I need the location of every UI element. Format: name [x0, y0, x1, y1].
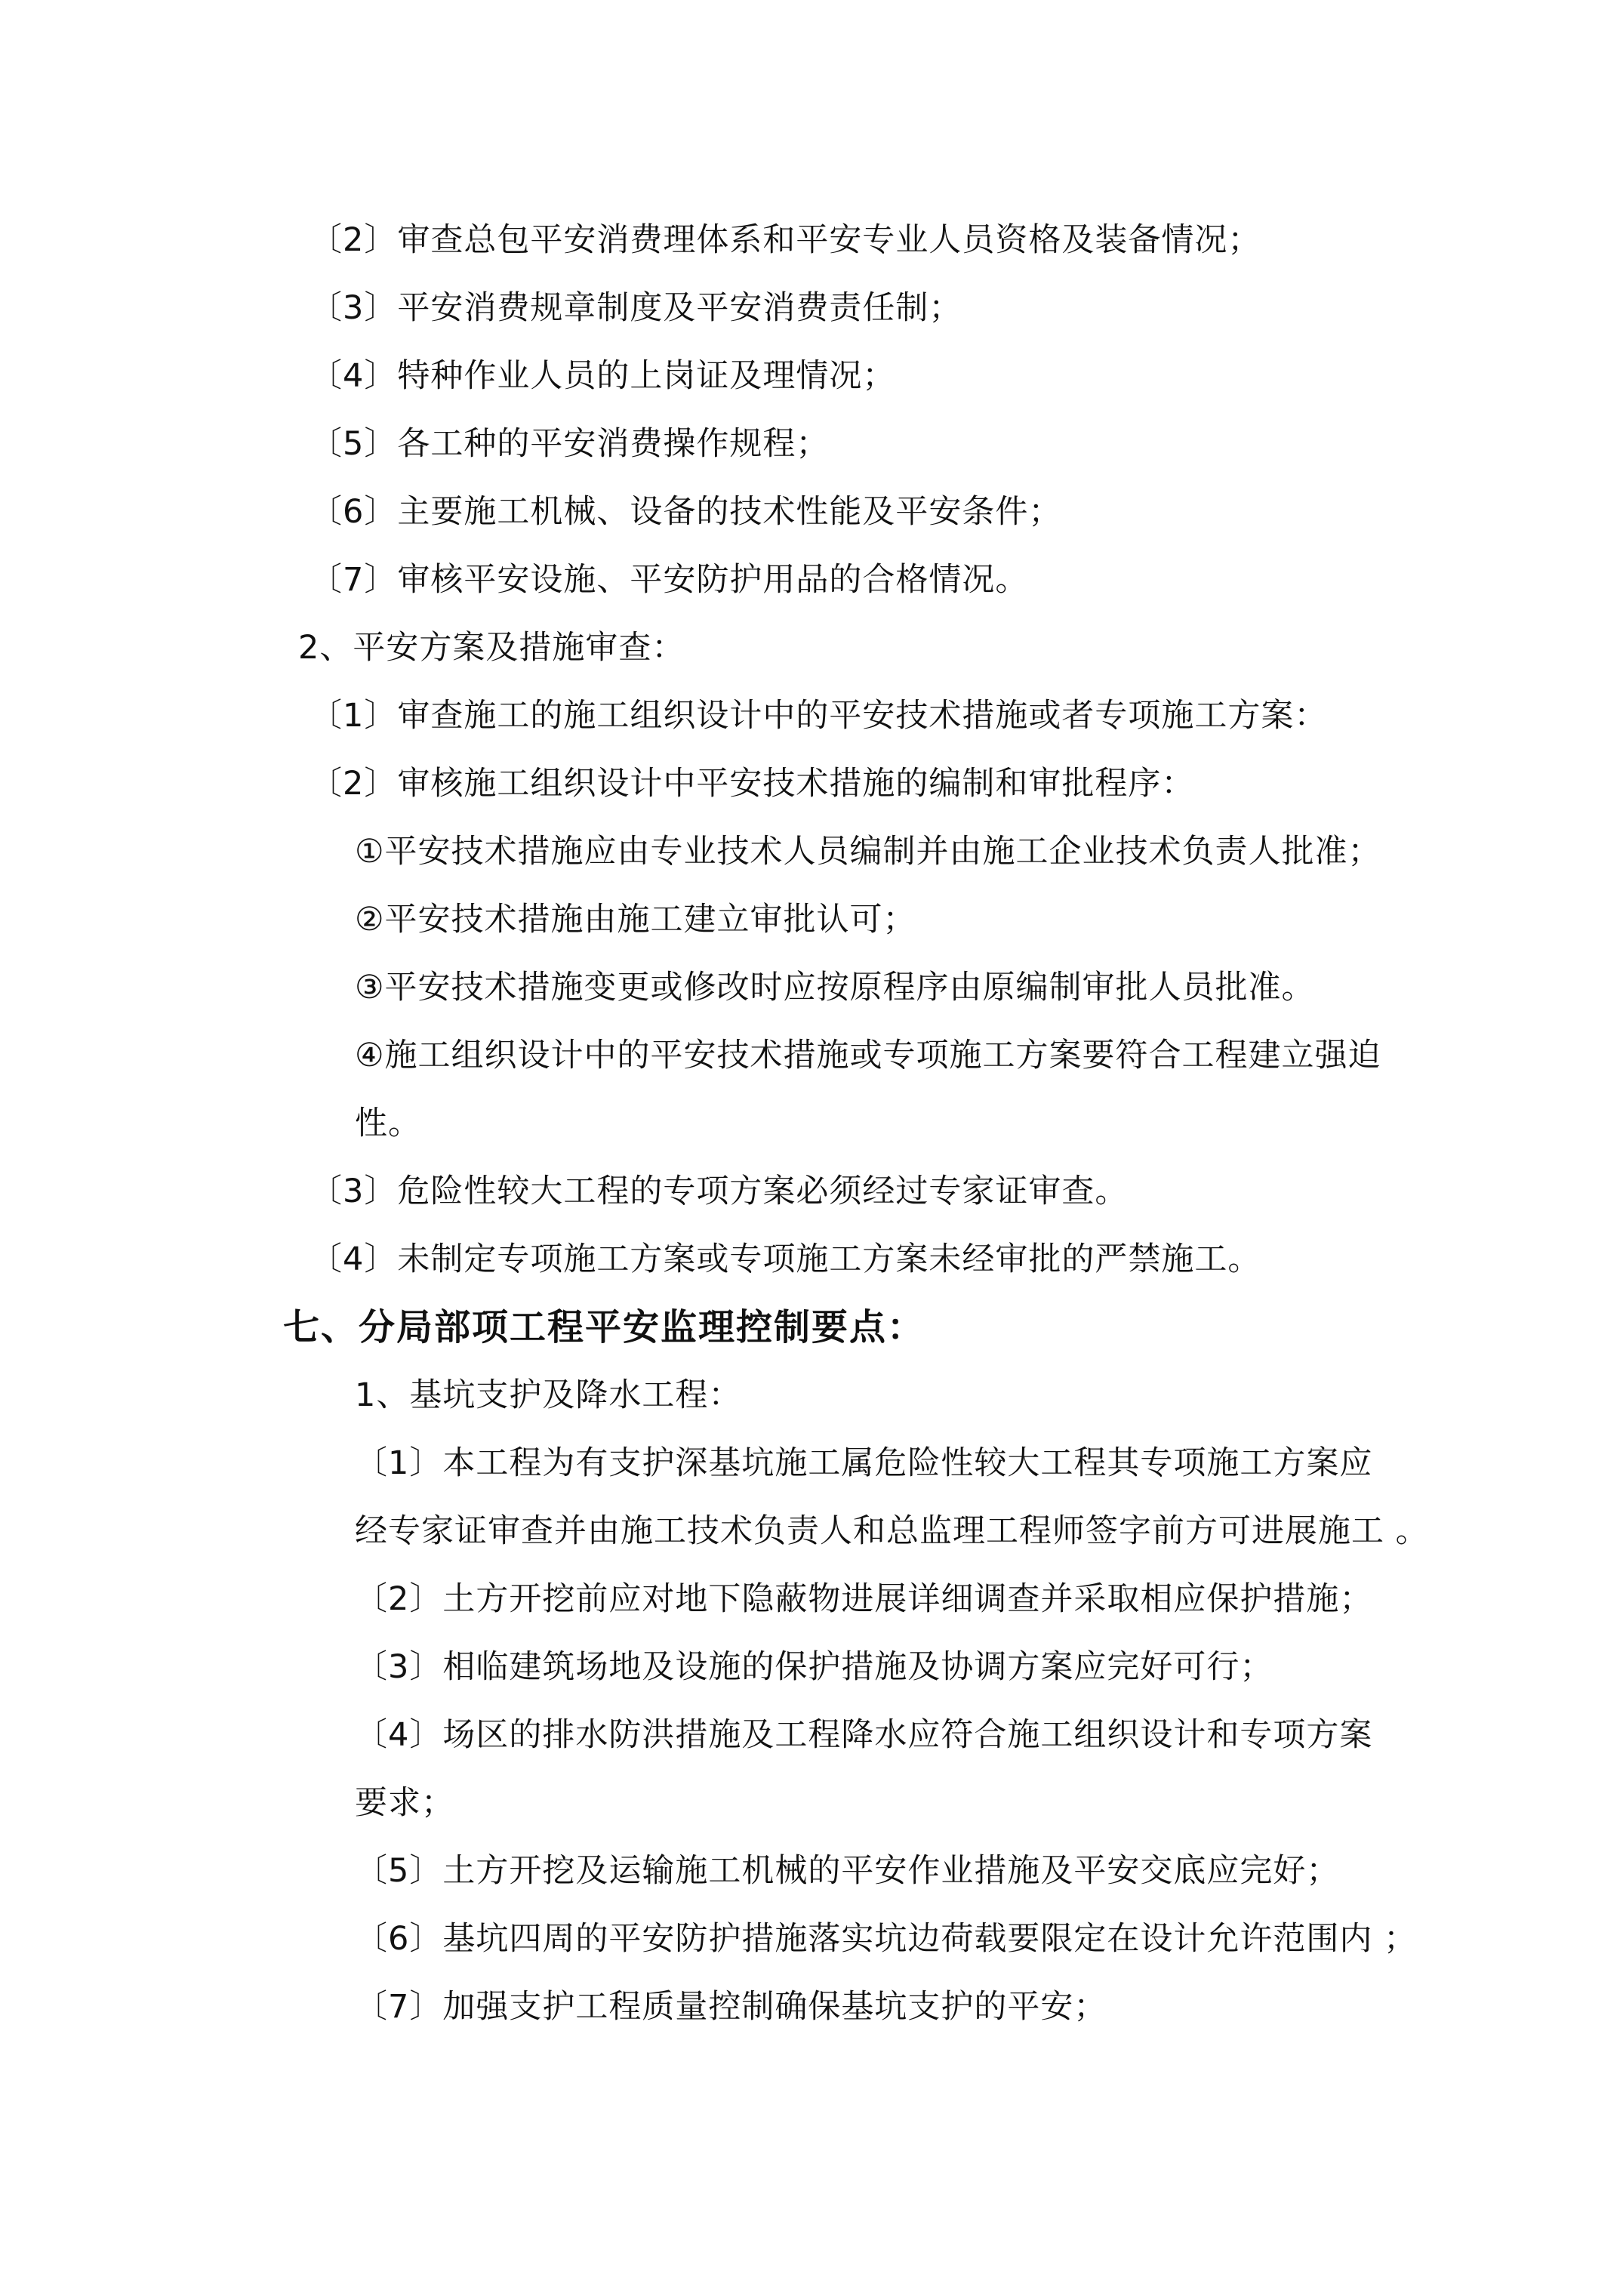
list-item-review-7: 〔7〕审核平安设施、平安防护用品的合格情况。 — [310, 561, 1029, 599]
list-item-pit-7: 〔7〕加强支护工程质量控制确保基坑支护的平安； — [355, 1988, 1107, 2026]
list-item-pit-3: 〔3〕相临建筑场地及设施的保护措施及协调方案应完好可行； — [355, 1648, 1273, 1686]
list-item-pit-5: 〔5〕土方开挖及运输施工机械的平安作业措施及平安交底应完好； — [355, 1852, 1340, 1890]
list-item-pit-4-continued: 要求； — [355, 1784, 454, 1822]
list-item-plan-1: 〔1〕审查施工的施工组织设计中的平安技术措施或者专项施工方案： — [310, 697, 1328, 735]
sub-item-circle-4: ④施工组织设计中的平安技术措施或专项施工方案要符合工程建立强迫 — [355, 1037, 1381, 1074]
list-item-review-5: 〔5〕各工种的平安消费操作规程； — [310, 425, 830, 463]
sub-item-circle-2: ②平安技术措施由施工建立审批认可； — [355, 901, 916, 938]
sub-item-circle-4-continued: 性。 — [355, 1105, 421, 1142]
list-item-pit-1-continued: 经专家证审查并由施工技术负责人和总监理工程师签字前方可进展施工 。 — [355, 1512, 1429, 1550]
section-heading-2: 2、平安方案及措施审查： — [298, 629, 685, 667]
list-item-review-2: 〔2〕审查总包平安消费理体系和平安专业人员资格及装备情况； — [310, 221, 1261, 259]
chapter-heading-7: 七、分局部项工程平安监理控制要点： — [283, 1306, 925, 1348]
list-item-pit-6: 〔6〕基坑四周的平安防护措施落实坑边荷载要限定在设计允许范围内 ； — [355, 1920, 1418, 1958]
sub-item-circle-3: ③平安技术措施变更或修改时应按原程序由原编制审批人员批准。 — [355, 969, 1315, 1006]
list-item-plan-4: 〔4〕未制定专项施工方案或专项施工方案未经审批的严禁施工。 — [310, 1240, 1261, 1278]
sub-item-circle-1: ①平安技术措施应由专业技术人员编制并由施工企业技术负责人批准； — [355, 833, 1381, 871]
list-item-pit-2: 〔2〕土方开挖前应对地下隐蔽物进展详细调查并采取相应保护措施； — [355, 1580, 1373, 1618]
section-heading-1: 1、基坑支护及降水工程： — [355, 1376, 742, 1414]
list-item-pit-1: 〔1〕本工程为有支护深基坑施工属危险性较大工程其专项施工方案应 — [355, 1444, 1373, 1482]
list-item-review-3: 〔3〕平安消费规章制度及平安消费责任制； — [310, 289, 962, 327]
list-item-plan-2: 〔2〕审核施工组织设计中平安技术措施的编制和审批程序： — [310, 765, 1195, 803]
list-item-pit-4: 〔4〕场区的排水防洪措施及工程降水应符合施工组织设计和专项方案 — [355, 1716, 1373, 1754]
list-item-review-4: 〔4〕特种作业人员的上岗证及理情况； — [310, 357, 896, 395]
list-item-plan-3: 〔3〕危险性较大工程的专项方案必须经过专家证审查。 — [310, 1173, 1129, 1210]
list-item-review-6: 〔6〕主要施工机械、设备的技术性能及平安条件； — [310, 493, 1062, 531]
